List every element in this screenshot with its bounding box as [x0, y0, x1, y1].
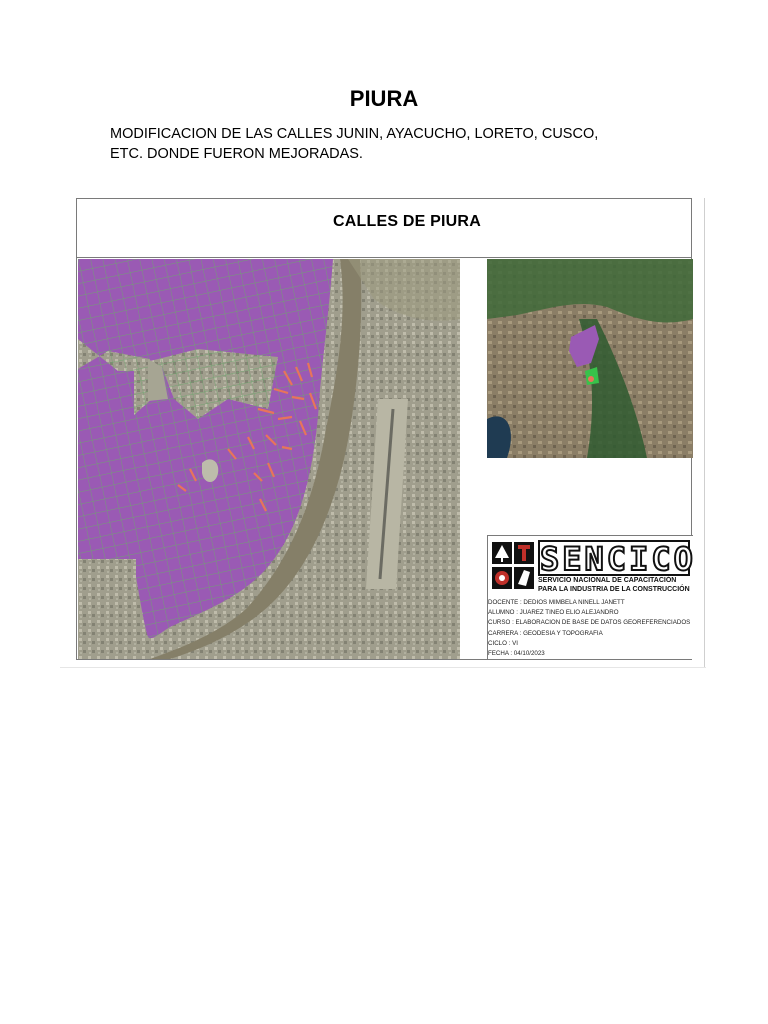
frame-edge-rule: [704, 198, 705, 668]
title-block-metadata: [488, 598, 693, 659]
meta-fecha: FECHA : 04/10/2023: [488, 650, 545, 658]
urban-gap: [202, 459, 218, 482]
meta-docente: DOCENTE : DEDIOS MIMBELA NINELL JANETT: [488, 599, 625, 606]
sencico-emblem-icon: [492, 542, 536, 592]
main-map-image: [78, 259, 460, 659]
map-title-bar: [77, 199, 691, 258]
map-title: CALLES DE PIURA: [333, 213, 481, 230]
inset-sea: [487, 416, 511, 458]
description-line: MODIFICACION DE LAS CALLES JUNIN, AYACUCHO, LORETO, CUSCO,: [110, 126, 599, 142]
sencico-logo: [538, 540, 696, 578]
map-layout-frame: [76, 198, 696, 660]
logo-subtitle-line: PARA LA INDUSTRIA DE LA CONSTRUCCIÓN: [538, 585, 690, 593]
meta-carrera: CARRERA : GEODESIA Y TOPOGRAFIA: [488, 629, 603, 637]
meta-ciclo: CICLO : VI: [488, 639, 518, 647]
frame-edge-rule: [60, 667, 706, 668]
inset-location-map: [487, 259, 693, 458]
logo-subtitle: [538, 577, 692, 594]
logo-subtitle-line: SERVICIO NACIONAL DE CAPACITACIÓN: [538, 577, 677, 584]
page-description: [110, 124, 670, 164]
title-block: [487, 535, 696, 659]
meta-alumno: ALUMNO : JUAREZ TINEO ELIO ALEJANDRO: [488, 609, 619, 617]
page-title: PIURA: [349, 86, 419, 111]
description-line: ETC. DONDE FUERON MEJORADAS.: [110, 146, 363, 162]
main-map: [78, 259, 460, 659]
inset-map-image: [487, 259, 693, 458]
logo-text: SENCICO: [540, 540, 696, 578]
meta-curso: CURSO : ELABORACION DE BASE DE DATOS GEOREFERENCIADOS: [488, 619, 691, 627]
